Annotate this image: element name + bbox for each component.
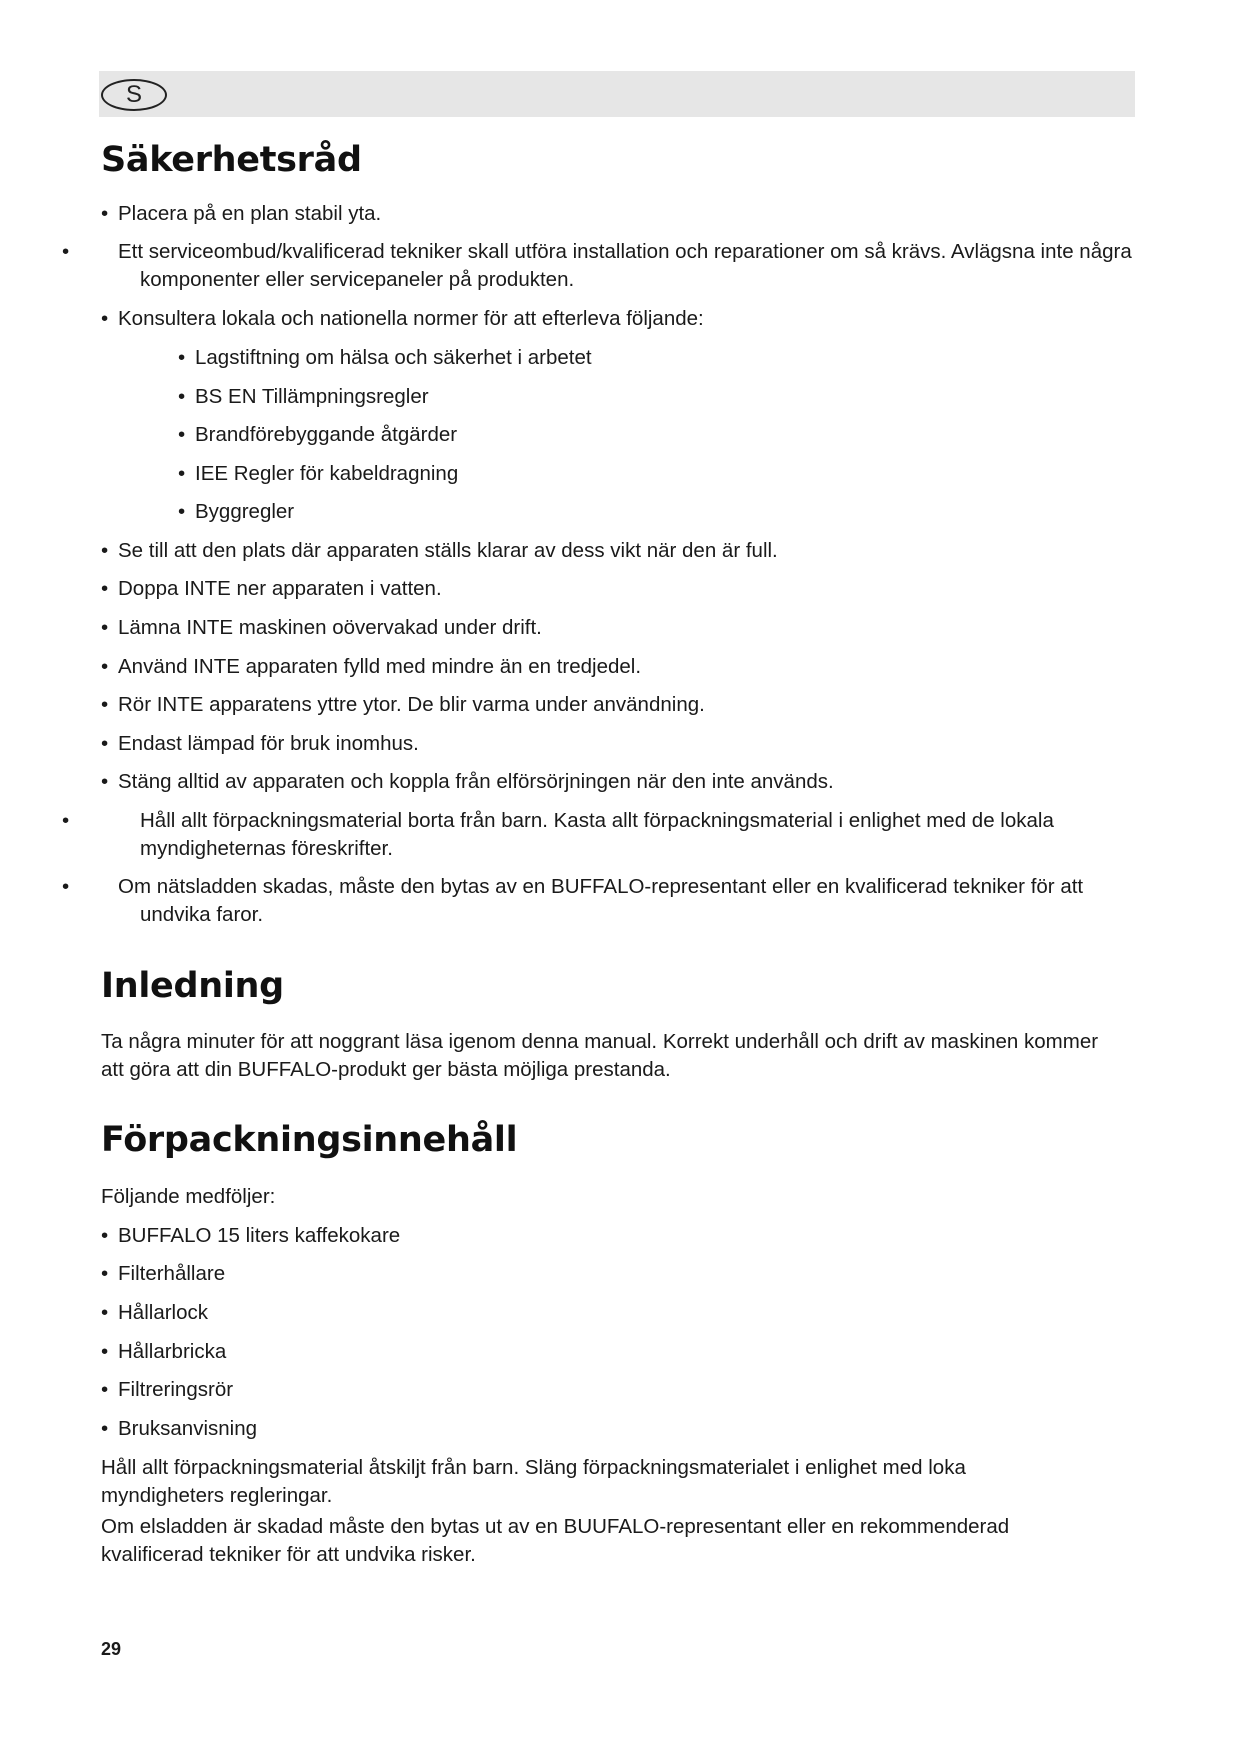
list-item: • Ett serviceombud/kvalificerad tekniker skall utföra installation och reparationer om så krävs. Avlägsna inte några komponenter eller servicepaneler på produkten. [62,240,1132,291]
list-item: • Hållarbricka [101,1340,227,1363]
contents-note-1: Håll allt förpackningsmaterial åtskiljt från barn. Släng förpackningsmaterialet i enlighet med loka myndigheters regleringar. [101,1456,966,1507]
list-item: • Hållarlock [101,1301,208,1324]
sub-list-item: • Lagstiftning om hälsa och säkerhet i arbetet [178,346,592,369]
contents-heading: Förpackningsinnehåll [101,1120,518,1160]
list-item: • Om nätsladden skadas, måste den bytas av en BUFFALO-representant eller en kvalificerad tekniker för att undvika faror. [62,875,1084,926]
list-item: • Filtreringsrör [101,1378,234,1401]
list-item: • Doppa INTE ner apparaten i vatten. [101,577,442,600]
sub-list-item: • IEE Regler för kabeldragning [178,462,459,485]
safety-heading: Säkerhetsråd [101,140,362,180]
list-item: • Se till att den plats där apparaten ställs klarar av dess vikt när den är full. [101,539,778,562]
list-item: • BUFFALO 15 liters kaffekokare [101,1224,401,1247]
list-item: • Stäng alltid av apparaten och koppla från elförsörjningen när den inte används. [101,770,834,793]
sub-list-item: • BS EN Tillämpningsregler [178,385,429,408]
intro-paragraph: Ta några minuter för att noggrant läsa igenom denna manual. Korrekt underhåll och drift av maskinen kommer att göra att din BUFFALO-produkt ger bästa möjliga prestanda. [101,1030,1099,1081]
list-item: • Håll allt förpackningsmaterial borta från barn. Kasta allt förpackningsmaterial i enlighet med de lokala myndigheternas föreskrifter. [62,809,1054,860]
list-item: • Rör INTE apparatens yttre ytor. De blir varma under användning. [101,693,705,716]
list-item: • Lämna INTE maskinen oövervakad under drift. [101,616,542,639]
list-item: • Använd INTE apparaten fylld med mindre än en tredjedel. [101,655,642,678]
page-number: 29 [101,1639,122,1659]
sub-list-item: • Brandförebyggande åtgärder [178,423,458,446]
contents-note-2: Om elsladden är skadad måste den bytas ut av en BUUFALO-representant eller en rekommenderad kvalificerad tekniker för att undvika risker. [101,1515,1010,1566]
list-item: • Endast lämpad för bruk inomhus. [101,732,419,755]
contents-lead: Följande medföljer: [101,1185,276,1208]
list-item: • Filterhållare [101,1262,226,1285]
language-bar [99,71,1135,117]
sub-list-item: • Byggregler [178,500,295,523]
intro-heading: Inledning [101,966,284,1006]
language-badge: S [101,79,167,111]
list-item: • Placera på en plan stabil yta. [101,202,382,225]
list-item: • Bruksanvisning [101,1417,258,1440]
list-item: • Konsultera lokala och nationella normer för att efterleva följande: [101,307,704,330]
